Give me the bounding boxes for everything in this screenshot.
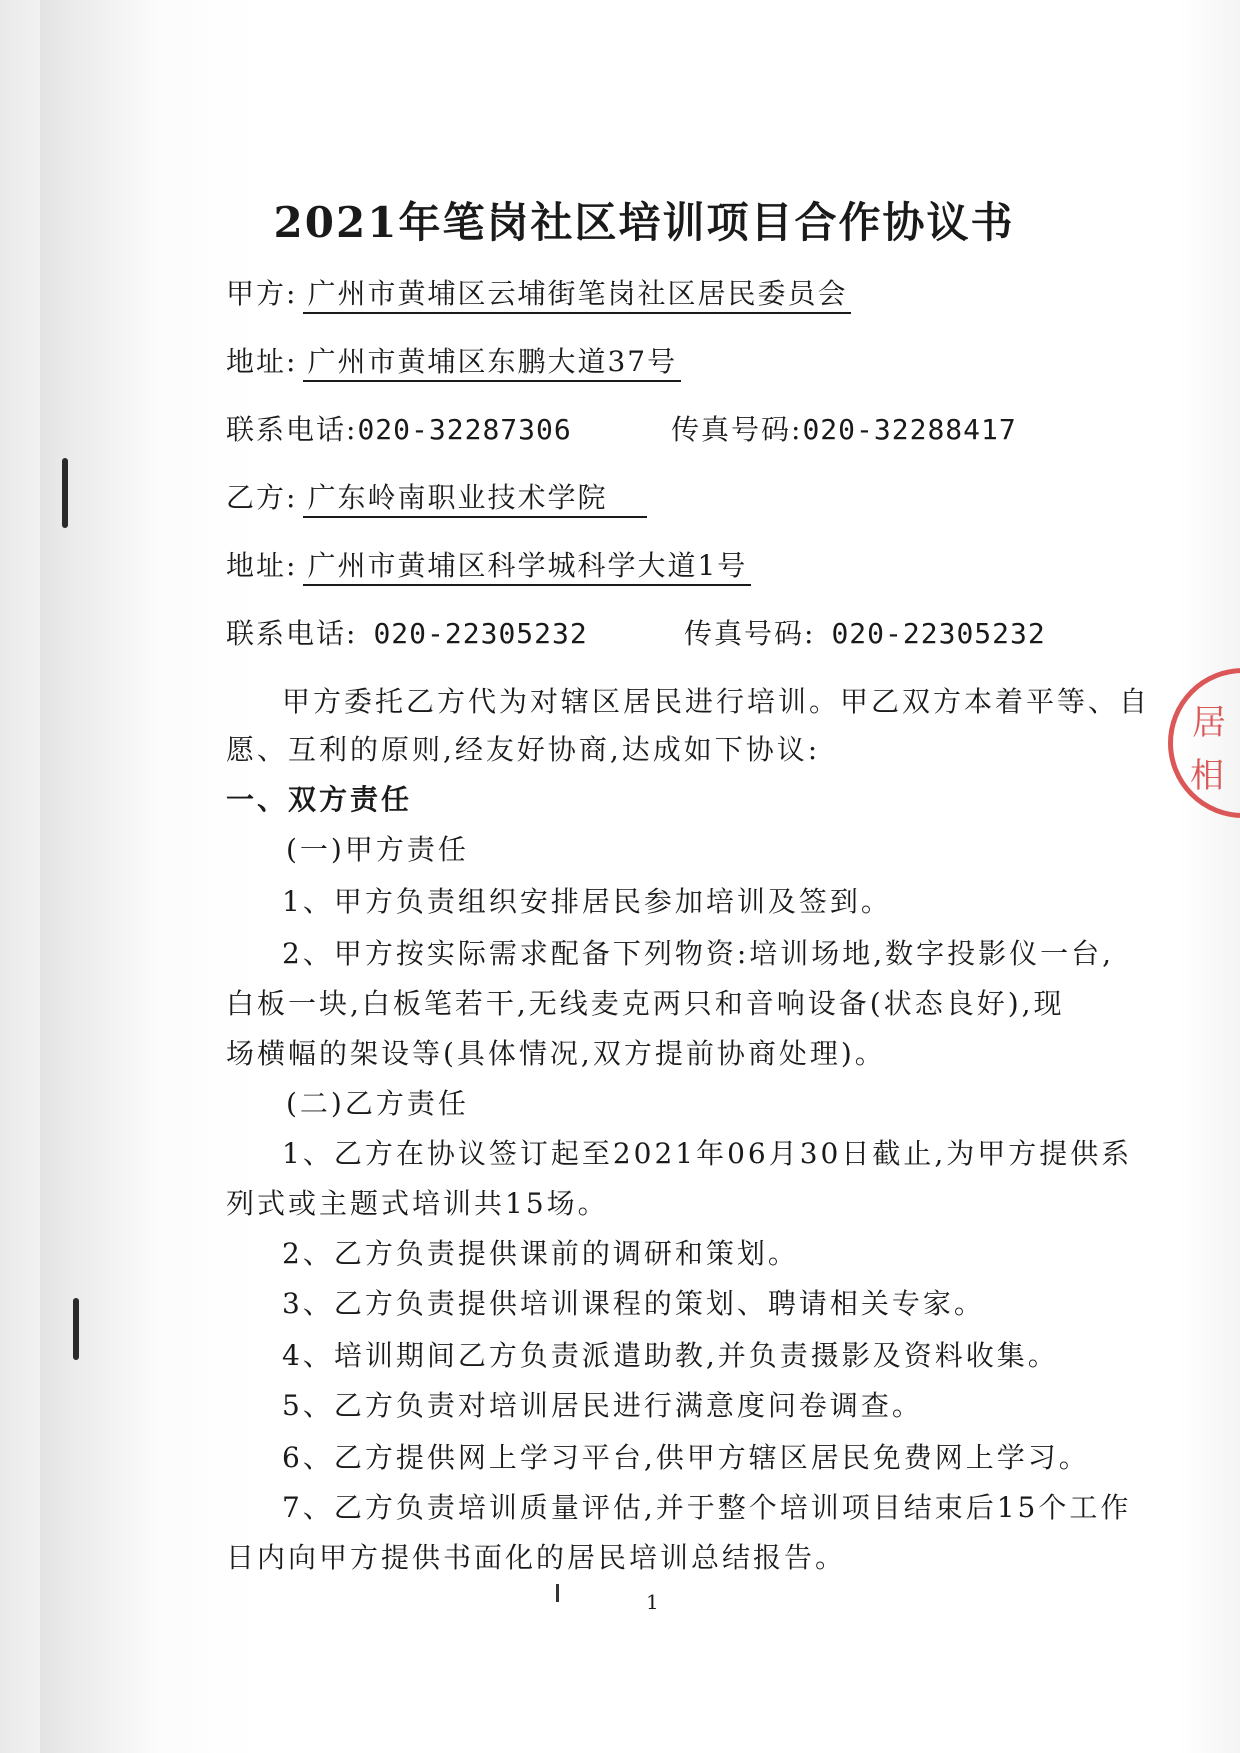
party-b-label: 乙方: (226, 481, 298, 514)
party-b-row (226, 476, 647, 516)
staple-mark-bottom (73, 1298, 79, 1360)
party-b-fax-number: 020-22305232 (831, 617, 1046, 650)
document-title: 2021年笔岗社区培训项目合作协议书 (273, 198, 1015, 247)
party-b-duty-6: 6、乙方提供网上学习平台,供甲方辖区居民免费网上学习。 (282, 1441, 1090, 1474)
page-number: 1 (646, 1590, 659, 1614)
party-a-address-row (226, 340, 681, 380)
seal-character: 居 (1192, 703, 1226, 743)
seal-character: 相 (1190, 756, 1224, 796)
party-b-duty-1-line-1: 1、乙方在协议签订起至2021年06月30日截止,为甲方提供系 (282, 1137, 1133, 1170)
party-a-fax-label: 传真号码: (671, 413, 803, 446)
party-b-duty-3: 3、乙方负责提供培训课程的策划、聘请相关专家。 (282, 1287, 985, 1320)
party-b-duty-4: 4、培训期间乙方负责派遣助教,并负责摄影及资料收集。 (282, 1339, 1059, 1372)
party-b-duty-5: 5、乙方负责对培训居民进行满意度问卷调查。 (282, 1389, 923, 1422)
subsection-a-heading: (一)甲方责任 (286, 833, 469, 866)
party-b-contact-row (226, 612, 1062, 652)
party-b-address: 广州市黄埔区科学城科学大道1号 (303, 549, 751, 586)
party-b-address-row (226, 544, 751, 584)
party-b-fax-label: 传真号码: (684, 617, 816, 650)
party-b-duty-2: 2、乙方负责提供课前的调研和策划。 (282, 1237, 799, 1270)
section-heading: 一、双方责任 (226, 783, 413, 816)
party-b-fax (684, 612, 1046, 652)
party-a-duty-2-line-1: 2、甲方按实际需求配备下列物资:培训场地,数字投影仪一台, (282, 937, 1115, 970)
party-a-fax-number: 020-32288417 (802, 413, 1017, 446)
party-a-name: 广州市黄埔区云埔街笔岗社区居民委员会 (303, 277, 851, 314)
staple-mark-top (62, 458, 68, 528)
party-a-label: 甲方: (226, 277, 298, 310)
party-a-phone: 020-32287306 (357, 413, 572, 446)
party-b-duty-7-line-1: 7、乙方负责培训质量评估,并于整个培训项目结束后15个工作 (282, 1491, 1132, 1524)
party-a-duty-2-line-2: 白板一块,白板笔若干,无线麦克两只和音响设备(状态良好),现 (226, 987, 1065, 1020)
party-b-duty-7-line-2: 日内向甲方提供书面化的居民培训总结报告。 (226, 1541, 847, 1574)
party-a-row (226, 272, 851, 312)
party-a-duty-2-line-3: 场横幅的架设等(具体情况,双方提前协商处理)。 (226, 1037, 886, 1070)
party-a-address: 广州市黄埔区东鹏大道37号 (303, 345, 681, 382)
party-b-phone-label: 联系电话: (226, 617, 358, 650)
party-a-phone-label: 联系电话: (226, 413, 358, 446)
intro-line-1: 甲方委托乙方代为对辖区居民进行培训。甲乙双方本着平等、自 (282, 685, 1151, 718)
scan-speck (556, 1584, 559, 1602)
party-b-name: 广东岭南职业技术学院 (303, 481, 647, 518)
party-a-contact-row (226, 408, 1062, 448)
subsection-b-heading: (二)乙方责任 (286, 1087, 469, 1120)
party-b-phone: 020-22305232 (373, 617, 588, 650)
scan-shadow (40, 0, 160, 1753)
party-a-duty-1: 1、甲方负责组织安排居民参加培训及签到。 (282, 885, 892, 918)
party-b-duty-1-line-2: 列式或主题式培训共15场。 (226, 1187, 609, 1220)
party-b-address-label: 地址: (226, 549, 298, 582)
party-a-address-label: 地址: (226, 345, 298, 378)
intro-line-2: 愿、互利的原则,经友好协商,达成如下协议: (226, 733, 821, 766)
party-a-fax (671, 408, 1017, 448)
